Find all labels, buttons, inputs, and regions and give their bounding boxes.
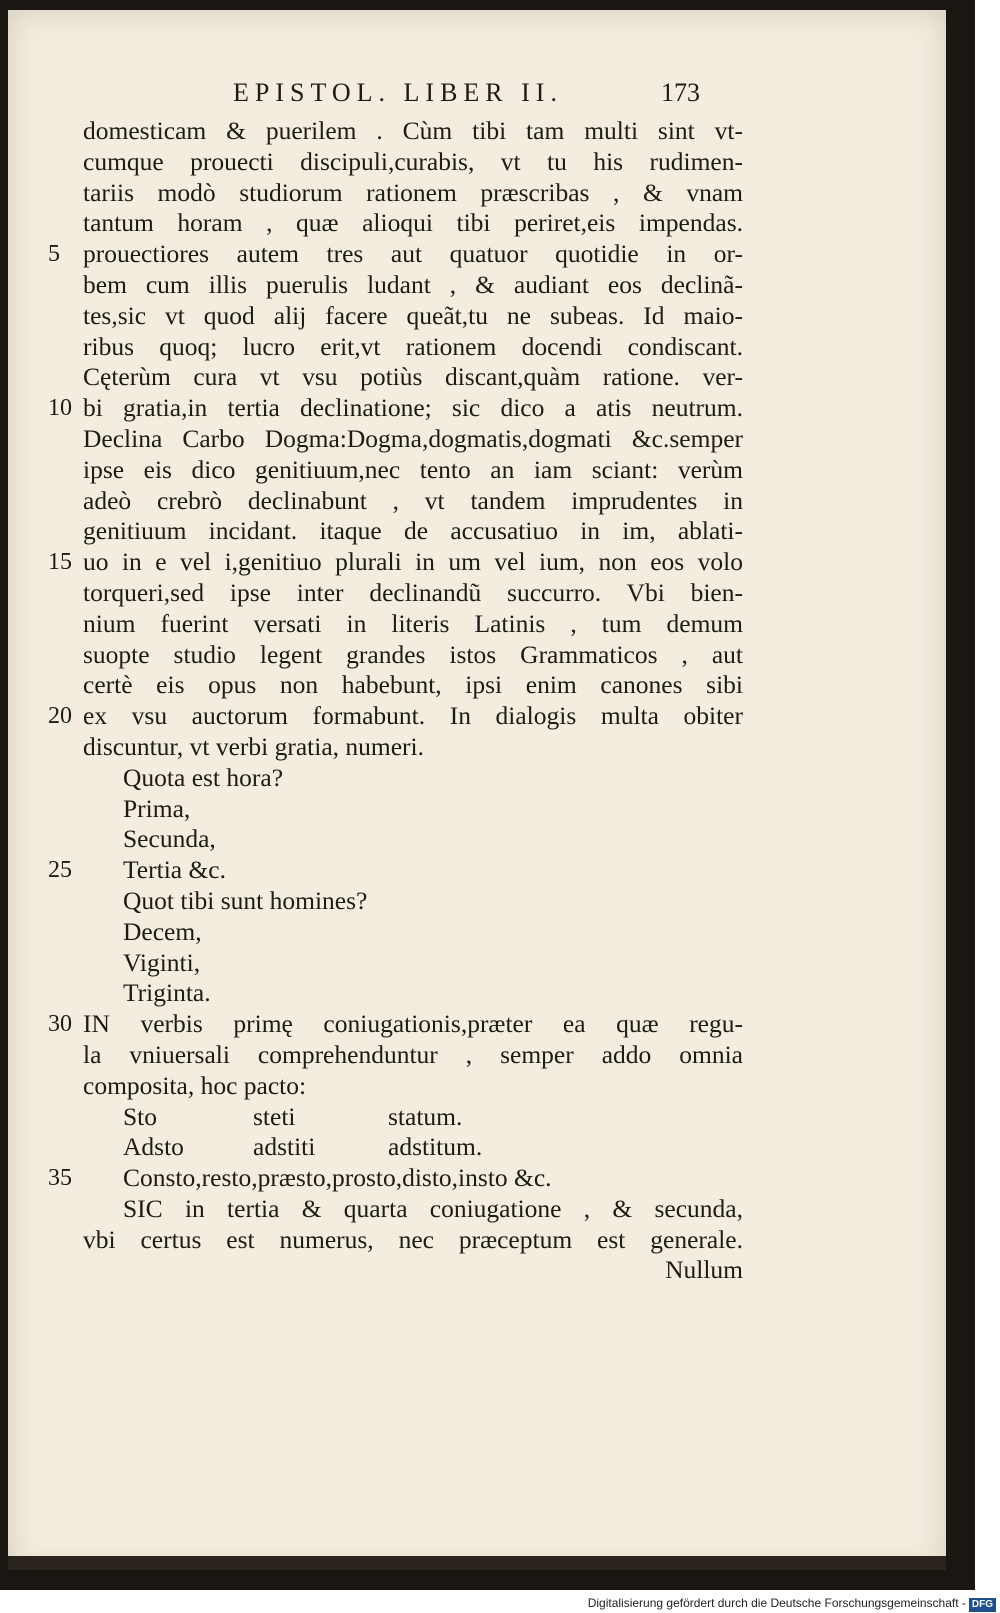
conjugation-perfect: adstiti (253, 1132, 316, 1162)
text-line: 5 prouectiores autem tres aut quatuor quotidie in or- (48, 239, 743, 269)
dialogue-line: 25 Tertia &c. (48, 855, 226, 885)
text-line: ribus quoq; lucro erit,vt rationem docendi condiscant. (83, 331, 743, 361)
text-line: composita, hoc pacto: (83, 1070, 307, 1100)
text-line: adeò crebrò declinabunt , vt tandem imprudentes in (83, 485, 743, 515)
dialogue-line: Decem, (123, 916, 202, 946)
conjugation-perfect: steti (253, 1101, 296, 1131)
text-line: tariis modò studiorum rationem præscribas , & vnam (83, 177, 743, 207)
running-title: EPISTOL. LIBER II. (233, 78, 563, 107)
footer-credit (588, 1593, 996, 1613)
text-line: torqueri,sed ipse inter declinandũ succurro. Vbi bien- (83, 577, 743, 607)
text-line: 35 Consto,resto,præsto,prosto,disto,insto &c. (48, 1163, 552, 1193)
conjugation-supine: statum. (388, 1101, 463, 1131)
text-line: nium fuerint versati in literis Latinis , tum demum (83, 608, 743, 638)
text-line: 15 uo in e vel i,genitiuo plurali in um vel ium, non eos volo (48, 547, 743, 577)
dfg-logo: DFG (969, 1598, 996, 1612)
text-line: cumque prouecti discipuli,curabis, vt tu his rudimen- (83, 146, 743, 176)
page-header (8, 78, 946, 108)
line-number: 30 (48, 1011, 72, 1038)
text-line: ipse eis dico genitiuum,nec tento an iam sciant: verùm (83, 454, 743, 484)
text-line: certè eis opus non habebunt, ipsi enim canones sibi (83, 670, 743, 700)
text-line: la vniuersali comprehenduntur , semper addo omnia (83, 1039, 743, 1069)
line-number: 20 (48, 703, 72, 730)
text-line: Cęterùm cura vt vsu potiùs discant,quàm ratione. ver- (83, 362, 743, 392)
line-number: 15 (48, 549, 72, 576)
text-line: 20 ex vsu auctorum formabunt. In dialogis multa obiter (48, 701, 743, 731)
text-line: Declina Carbo Dogma:Dogma,dogmatis,dogmati &c.semper (83, 423, 743, 453)
dialogue-line: Secunda, (123, 824, 216, 854)
text-line: bem cum illis puerulis ludant , & audiant eos declinã- (83, 269, 743, 299)
text-line: 30 IN verbis primę coniugationis,præter ea quæ regu- (48, 1009, 743, 1039)
text-line: SIC in tertia & quarta coniugatione , & secunda, (123, 1193, 743, 1223)
footer-text: Digitalisierung gefördert durch die Deutsche Forschungsgemeinschaft - (587, 1596, 966, 1610)
dialogue-line: Quota est hora? (123, 762, 284, 792)
line-number: 35 (48, 1165, 72, 1192)
line-number: 25 (48, 857, 72, 884)
book-page (8, 10, 946, 1570)
text-line: genitiuum incidant. itaque de accusatiuo in im, ablati- (83, 516, 743, 546)
dialogue-line: Quot tibi sunt homines? (123, 885, 368, 915)
conjugation-row (83, 1132, 743, 1163)
page-bottom-edge (8, 1556, 946, 1570)
dialogue-line: Viginti, (123, 947, 201, 977)
text-line: tantum horam , quæ alioqui tibi periret,eis impendas. (83, 208, 743, 238)
text-line: 10 bi gratia,in tertia declinatione; sic dico a atis neutrum. (48, 393, 743, 423)
text-line: discuntur, vt verbi gratia, numeri. (83, 731, 425, 761)
dialogue-line: Triginta. (123, 978, 211, 1008)
text-line: vbi certus est numerus, nec præceptum est generale. (83, 1224, 743, 1254)
conjugation-supine: adstitum. (388, 1132, 483, 1162)
dialogue-line: Prima, (123, 793, 191, 823)
text-line: tes,sic vt quod alij facere queãt,tu ne subeas. Id maio- (83, 300, 743, 330)
line-number: 5 (48, 241, 60, 268)
text-line: domesticam & puerilem . Cùm tibi tam multi sint vt- (83, 116, 743, 145)
conjugation-present: Adsto (123, 1132, 184, 1162)
conjugation-row (83, 1102, 743, 1133)
body-text (48, 116, 743, 1286)
catchword: Nullum (665, 1255, 743, 1285)
line-number: 10 (48, 395, 72, 422)
conjugation-present: Sto (123, 1101, 158, 1131)
text-line: suopte studio legent grandes istos Grammaticos , aut (83, 639, 743, 669)
page-number: 173 (661, 78, 700, 107)
